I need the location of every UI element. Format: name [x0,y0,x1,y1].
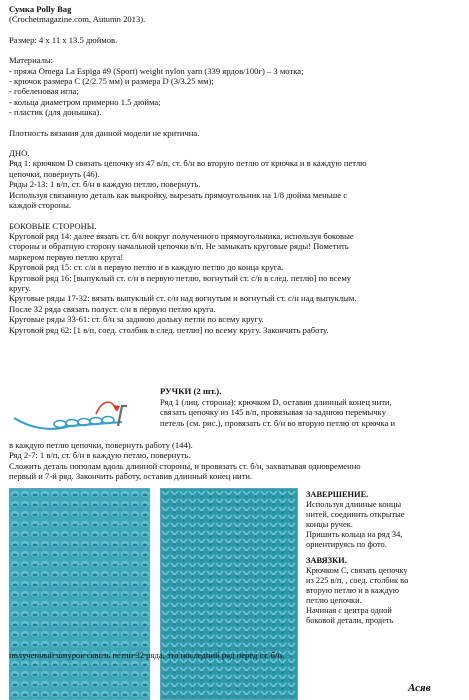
ties-line: из 225 в/п, , соед. столбик во [306,576,409,585]
sides-line: Круговые ряды 17-32: вязать выпуклый ст. с/н над вогнутым и вогнутый ст. с/н над выпуклым. [9,293,357,304]
density-note: Плотность вязания для данной модели не критична. [9,127,200,138]
materials-item: - гобеленовая игла; [9,86,79,97]
signature: Асяв [408,682,431,694]
materials-item: - пластик (для донышка). [9,107,102,118]
bottom-line: Ряды 2-13: 1 в/п, ст. б/н в каждую петлю, повернуть. [9,179,201,190]
pattern-text [9,4,461,335]
size-line: Размер: 4 x 11 x 13.5 дюймов. [9,34,118,45]
pattern-title: Сумка Polly Bag [9,4,72,14]
finishing-line: ориентируясь по фото. [306,540,387,549]
sides-line: стороны и обратную сторону начальной цепочки в/п. Не замыкать круговые ряды! Пометить [9,241,349,252]
finishing-line: Пришить кольца на ряд 34, [306,530,403,539]
handles-heading: РУЧКИ (2 шт.). [160,386,222,396]
handles-line: Сложить деталь пополам вдоль длинной стороны, и провязать ст. б/н, захватывая одновременно [9,460,361,471]
sides-line: Круговой ряд 14: далее вязать ст. б/н вокруг полученного прямоугольника, используя боковые [9,230,354,241]
pattern-source: (Crochetmagazine.com, Autumn 2013). [9,14,146,25]
finishing-section [306,490,461,626]
sides-line: Круговые ряды 33-61: ст. б/н за заднюю дольку петли по всему кругу. [9,314,264,325]
ties-line: петлю цепочки. [306,596,362,605]
finishing-heading: ЗАВЕРШЕНИЕ. [306,490,369,499]
chain-stitch-diagram [10,392,136,440]
handles-line: первый и 7-й ряд. Закончить работу, оставив длинный конец нити. [9,471,253,482]
handles-line: петель (см. рис.), провязать ст. б/н во вторую петлю от крючка и [160,417,396,428]
sides-line: После 32 ряда связать полуст. с/н в первую петлю круга. [9,303,216,314]
ties-line: боковой детали, продеть [306,616,394,625]
handles-continued [9,440,461,482]
bottom-line: каждой стороны. [9,200,72,211]
ties-line: Начиная с центра одной [306,606,392,615]
sides-line: Круговой ряд 16: [выпуклый ст. с/н в первую петлю, вогнутый ст. с/н в след. петлю] по всему [9,272,352,283]
stitch-swatch-photo-2 [160,488,298,700]
handles-line: в каждую петлю цепочки, повернуть работу (144). [9,440,193,450]
sides-heading: БОКОВЫЕ СТОРОНЫ. [9,220,97,231]
handles-line: Ряд 2-7: 1 в/п, ст. б/н в каждую петлю, повернуть. [9,450,191,461]
bottom-line: цепочки, повернуть (46). [9,168,100,179]
sides-line: маркером первую петлю круга! [9,251,124,262]
bottom-line: Используя связанную деталь как выкройку, вырезать прямоугольник на 1/8 дюйма меньше с [9,189,348,200]
sides-line: Круговой ряд 62: [1 в/п, соед. столбик в след. петлю] по всему кругу. Закончить работу. [9,324,329,335]
finishing-line: нитей, соединить открытые [306,510,405,519]
ties-final-line: полученный шнурок сквозь петли 32 ряда, это последний ряд перед ст. б/н. [9,650,285,660]
sides-line: кругу. [9,282,31,293]
bottom-heading: ДНО. [9,148,30,159]
handles-line: связать цепочку из 145 в/п, провязывая за заднюю перемычку [160,407,387,418]
handles-line: Ряд 1 (лиц. сторона): крючком D, оставив длинный конец нити, [160,397,392,407]
ties-heading: ЗАВЯЗКИ. [306,556,347,565]
finishing-line: Используя длинные концы [306,500,402,509]
materials-item: - пряжа Omega La Espiga #9 (Sport) weight nylon yarn (339 ярдов/100г) – 3 мотка; [9,65,304,76]
materials-item: - кольца диаметром примерно 1.5 дюйма; [9,96,161,107]
bottom-line: Ряд 1: крючком D связать цепочку из 47 в/п, ст. б/н во вторую петлю от крючка и в каждую петлю [9,158,367,169]
materials-heading: Материалы: [9,55,54,66]
finishing-line: концы ручек. [306,520,353,529]
ties-line: Крючком C, связать цепочку [306,566,408,575]
ties-line: вторую петлю и в каждую [306,586,400,595]
stitch-swatch-photo-1 [9,488,150,700]
materials-item: - крючок размера C (2/2.75 мм) и размера D (3/3.25 мм); [9,76,214,87]
sides-line: Круговой ряд 15: ст. с/н в первую петлю и в каждую петлю до конца круга. [9,262,284,273]
handles-section [160,386,460,428]
